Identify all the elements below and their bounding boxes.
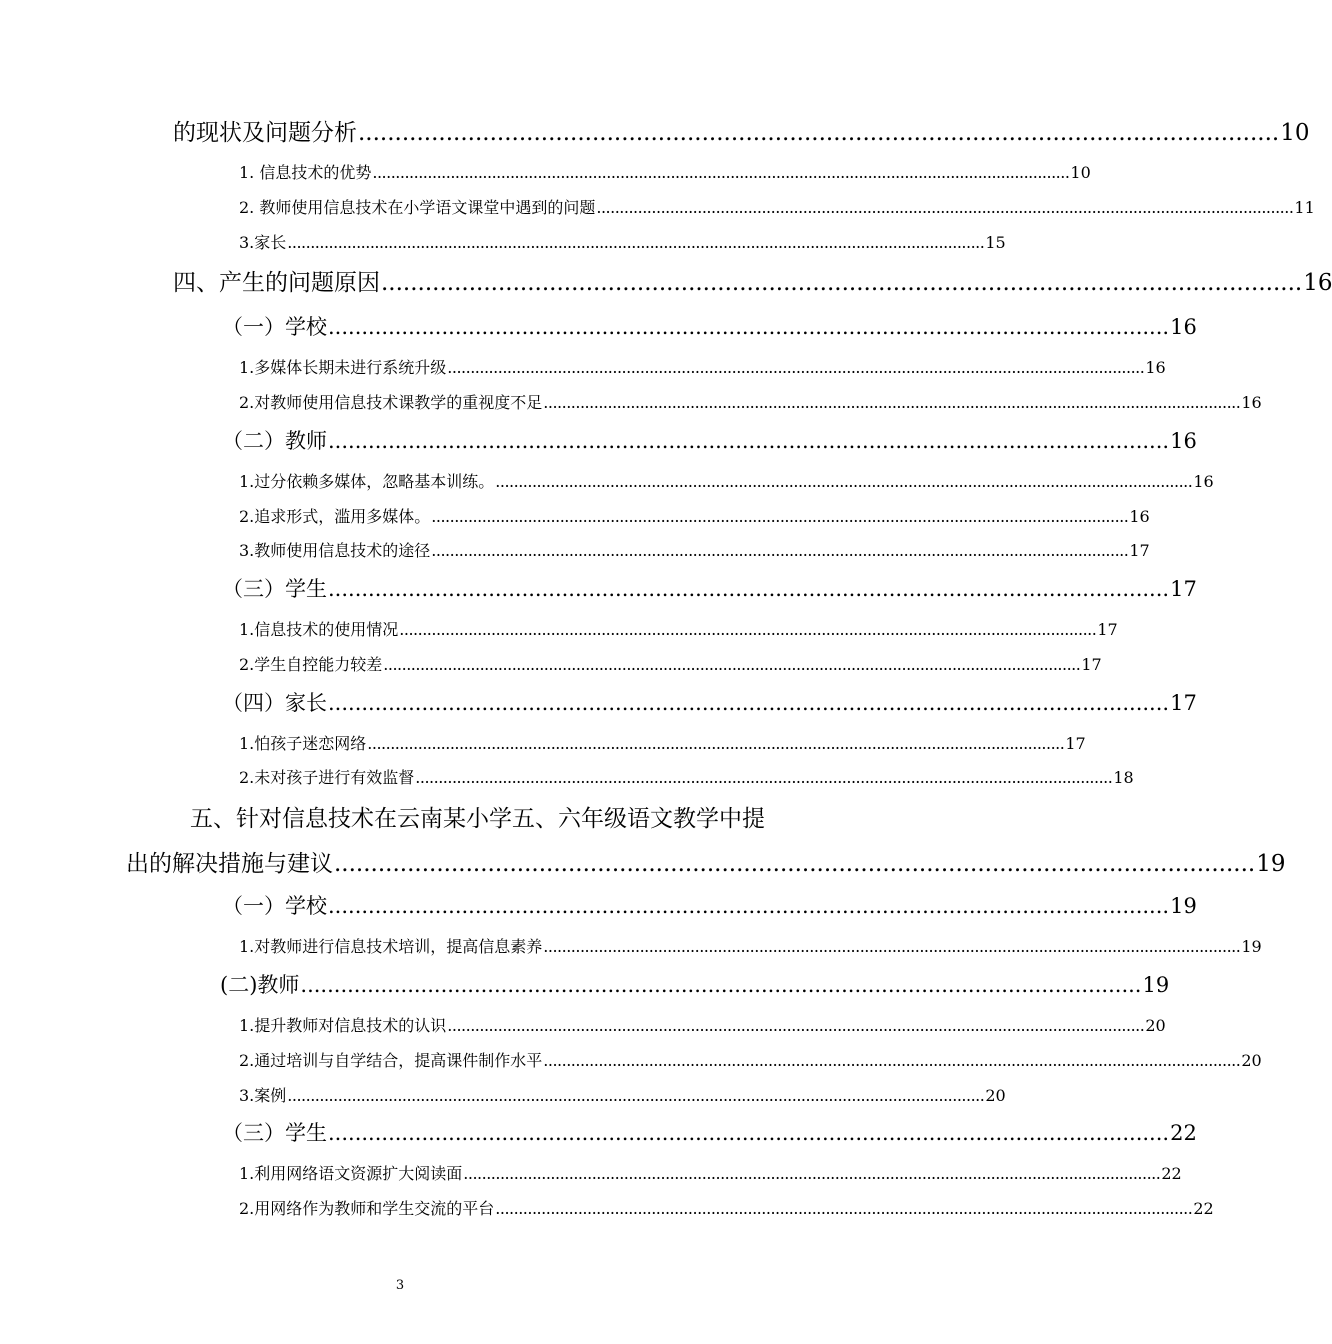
toc-page-number: 16	[1170, 429, 1197, 453]
toc-entry-title: 1.过分依赖多媒体，忽略基本训练。	[239, 472, 495, 491]
toc-leader-dots: ..............................................................................................................................	[358, 120, 1280, 146]
toc-entry[interactable]	[222, 890, 1197, 920]
toc-heading-line: 五、针对信息技术在云南某小学五、六年级语文教学中提	[190, 806, 765, 832]
toc-entry-title: 1. 信息技术的优势	[239, 163, 372, 182]
toc-entry[interactable]	[126, 845, 1286, 878]
toc-entry[interactable]	[239, 195, 1315, 218]
toc-page-number: 17	[1097, 620, 1118, 639]
toc-page-number: 16	[1193, 472, 1214, 491]
toc-leader-dots: ........................................................................................................................................................	[543, 937, 1241, 956]
footer-page-number: 3	[395, 1278, 405, 1293]
toc-page-number: 16	[1241, 393, 1262, 412]
toc-leader-dots: ..............................................................................................................................	[328, 315, 1170, 339]
toc-entry[interactable]	[239, 160, 1091, 183]
toc-entry[interactable]	[222, 1117, 1197, 1147]
toc-page-number: 11	[1294, 198, 1315, 217]
toc-entry[interactable]	[239, 1048, 1262, 1071]
toc-entry-title: （四）家长	[222, 691, 327, 715]
toc-page-number: 20	[985, 1086, 1006, 1105]
toc-leader-dots: ........................................................................................................................................................	[447, 358, 1145, 377]
toc-entry-title: 2.通过培训与自学结合，提高课件制作水平	[239, 1051, 543, 1070]
toc-leader-dots: ..............................................................................................................................	[328, 894, 1170, 918]
toc-entry-title: 2.未对孩子进行有效监督	[239, 768, 415, 787]
toc-page-number: 17	[1129, 541, 1150, 560]
toc-entry[interactable]	[239, 1083, 1006, 1106]
toc-page-number: 17	[1170, 691, 1197, 715]
toc-entry-title: 3.案例	[239, 1086, 287, 1105]
toc-page-number: 17	[1081, 655, 1102, 674]
toc-leader-dots: ........................................................................................................................................................	[463, 1164, 1161, 1183]
toc-page-number: 22	[1170, 1121, 1197, 1145]
toc-page-number: 16	[1145, 358, 1166, 377]
toc-leader-dots: ..............................................................................................................................	[328, 429, 1170, 453]
toc-entry-title: （一）学校	[222, 894, 327, 918]
toc-entry-title: （三）学生	[222, 577, 327, 601]
toc-entry-title: 的现状及问题分析	[173, 120, 357, 146]
toc-page-number: 19	[1241, 937, 1262, 956]
toc-leader-dots: ..............................................................................................................................	[334, 851, 1256, 877]
toc-leader-dots: ........................................................................................................................................................	[495, 472, 1193, 491]
toc-entry[interactable]	[239, 390, 1262, 413]
toc-leader-dots: ........................................................................................................................................................	[543, 1051, 1241, 1070]
toc-page-number: 16	[1303, 270, 1332, 296]
toc-entry[interactable]	[220, 969, 1170, 999]
toc-page-number: 16	[1129, 507, 1150, 526]
toc-entry[interactable]	[239, 934, 1262, 957]
toc-leader-dots: ........................................................................................................................................................	[543, 393, 1241, 412]
toc-entry-title: 1.信息技术的使用情况	[239, 620, 399, 639]
toc-leader-dots: ........................................................................................................................................................	[495, 1199, 1193, 1218]
toc-leader-dots: ........................................................................................................................................................	[431, 541, 1129, 560]
toc-page-number: 17	[1065, 734, 1086, 753]
toc-page-number: 22	[1161, 1164, 1182, 1183]
toc-leader-dots: ........................................................................................................................................................	[287, 233, 985, 252]
toc-leader-dots: ..............................................................................................................................	[328, 577, 1170, 601]
toc-entry[interactable]	[239, 230, 1006, 253]
toc-entry[interactable]	[239, 652, 1102, 675]
toc-page-number: 20	[1145, 1016, 1166, 1035]
toc-leader-dots: ..............................................................................................................................	[381, 270, 1303, 296]
toc-page-number: 20	[1241, 1051, 1262, 1070]
toc-entry[interactable]	[173, 114, 1310, 147]
toc-entry-title: 1.怕孩子迷恋网络	[239, 734, 367, 753]
toc-entry[interactable]	[239, 1161, 1182, 1184]
toc-entry-title: 1.多媒体长期未进行系统升级	[239, 358, 447, 377]
toc-page-number: 17	[1170, 577, 1197, 601]
toc-entry[interactable]	[222, 425, 1197, 455]
toc-entry-title: (二)教师	[220, 973, 300, 997]
toc-entry-title: 2. 教师使用信息技术在小学语文课堂中遇到的问题	[239, 198, 596, 217]
toc-entry-title: （三）学生	[222, 1121, 327, 1145]
toc-entry[interactable]	[222, 573, 1197, 603]
toc-entry[interactable]	[239, 765, 1134, 788]
toc-leader-dots: ..............................................................................................................................	[300, 973, 1142, 997]
toc-page-number: 22	[1193, 1199, 1214, 1218]
toc-entry[interactable]	[239, 1196, 1214, 1219]
toc-entry[interactable]	[239, 538, 1150, 561]
toc-entry[interactable]	[239, 731, 1086, 754]
toc-entry-title: 1.对教师进行信息技术培训，提高信息素养	[239, 937, 543, 956]
toc-leader-dots: ........................................................................................................................................................	[447, 1016, 1145, 1035]
toc-entry-title: 2.学生自控能力较差	[239, 655, 383, 674]
toc-entry-title: （一）学校	[222, 315, 327, 339]
toc-page-number: 16	[1170, 315, 1197, 339]
toc-leader-dots: ........................................................................................................................................................	[372, 163, 1070, 182]
toc-leader-dots: ........................................................................................................................................................	[367, 734, 1065, 753]
toc-entry-title: （二）教师	[222, 429, 327, 453]
toc-entry[interactable]	[239, 469, 1214, 492]
toc-page-number: 19	[1142, 973, 1170, 997]
toc-leader-dots: ..............................................................................................................................	[328, 1121, 1170, 1145]
toc-page-number: 10	[1280, 120, 1310, 146]
toc-entry-title: 3.教师使用信息技术的途径	[239, 541, 431, 560]
toc-page-number: 10	[1070, 163, 1091, 182]
toc-leader-dots: ........................................................................................................................................................	[383, 655, 1081, 674]
toc-leader-dots: ........................................................................................................................................................	[287, 1086, 985, 1105]
toc-leader-dots: ........................................................................................................................................................	[415, 768, 1113, 787]
toc-entry[interactable]	[222, 687, 1197, 717]
toc-page-number: 18	[1113, 768, 1134, 787]
toc-entry[interactable]	[239, 1013, 1166, 1036]
toc-entry[interactable]	[239, 355, 1166, 378]
toc-entry[interactable]	[222, 311, 1197, 341]
toc-leader-dots: ........................................................................................................................................................	[399, 620, 1097, 639]
toc-leader-dots: ..............................................................................................................................	[328, 691, 1170, 715]
toc-page-number: 19	[1170, 894, 1197, 918]
toc-entry-title: 四、产生的问题原因	[173, 270, 380, 296]
toc-entry-title: 1.提升教师对信息技术的认识	[239, 1016, 447, 1035]
toc-entry[interactable]	[239, 617, 1118, 640]
toc-entry-title: 出的解决措施与建议	[126, 851, 333, 877]
toc-page-number: 15	[985, 233, 1006, 252]
toc-entry-title: 1.利用网络语文资源扩大阅读面	[239, 1164, 463, 1183]
toc-entry[interactable]	[239, 504, 1150, 527]
toc-entry-title: 2.对教师使用信息技术课教学的重视度不足	[239, 393, 543, 412]
toc-entry[interactable]	[173, 264, 1332, 297]
toc-leader-dots: ........................................................................................................................................................	[596, 198, 1294, 217]
toc-entry-title: 2.追求形式，滥用多媒体。	[239, 507, 431, 526]
toc-entry-title: 2.用网络作为教师和学生交流的平台	[239, 1199, 495, 1218]
toc-entry-title: 3.家长	[239, 233, 287, 252]
toc-page-number: 19	[1256, 851, 1286, 877]
toc-leader-dots: ........................................................................................................................................................	[431, 507, 1129, 526]
